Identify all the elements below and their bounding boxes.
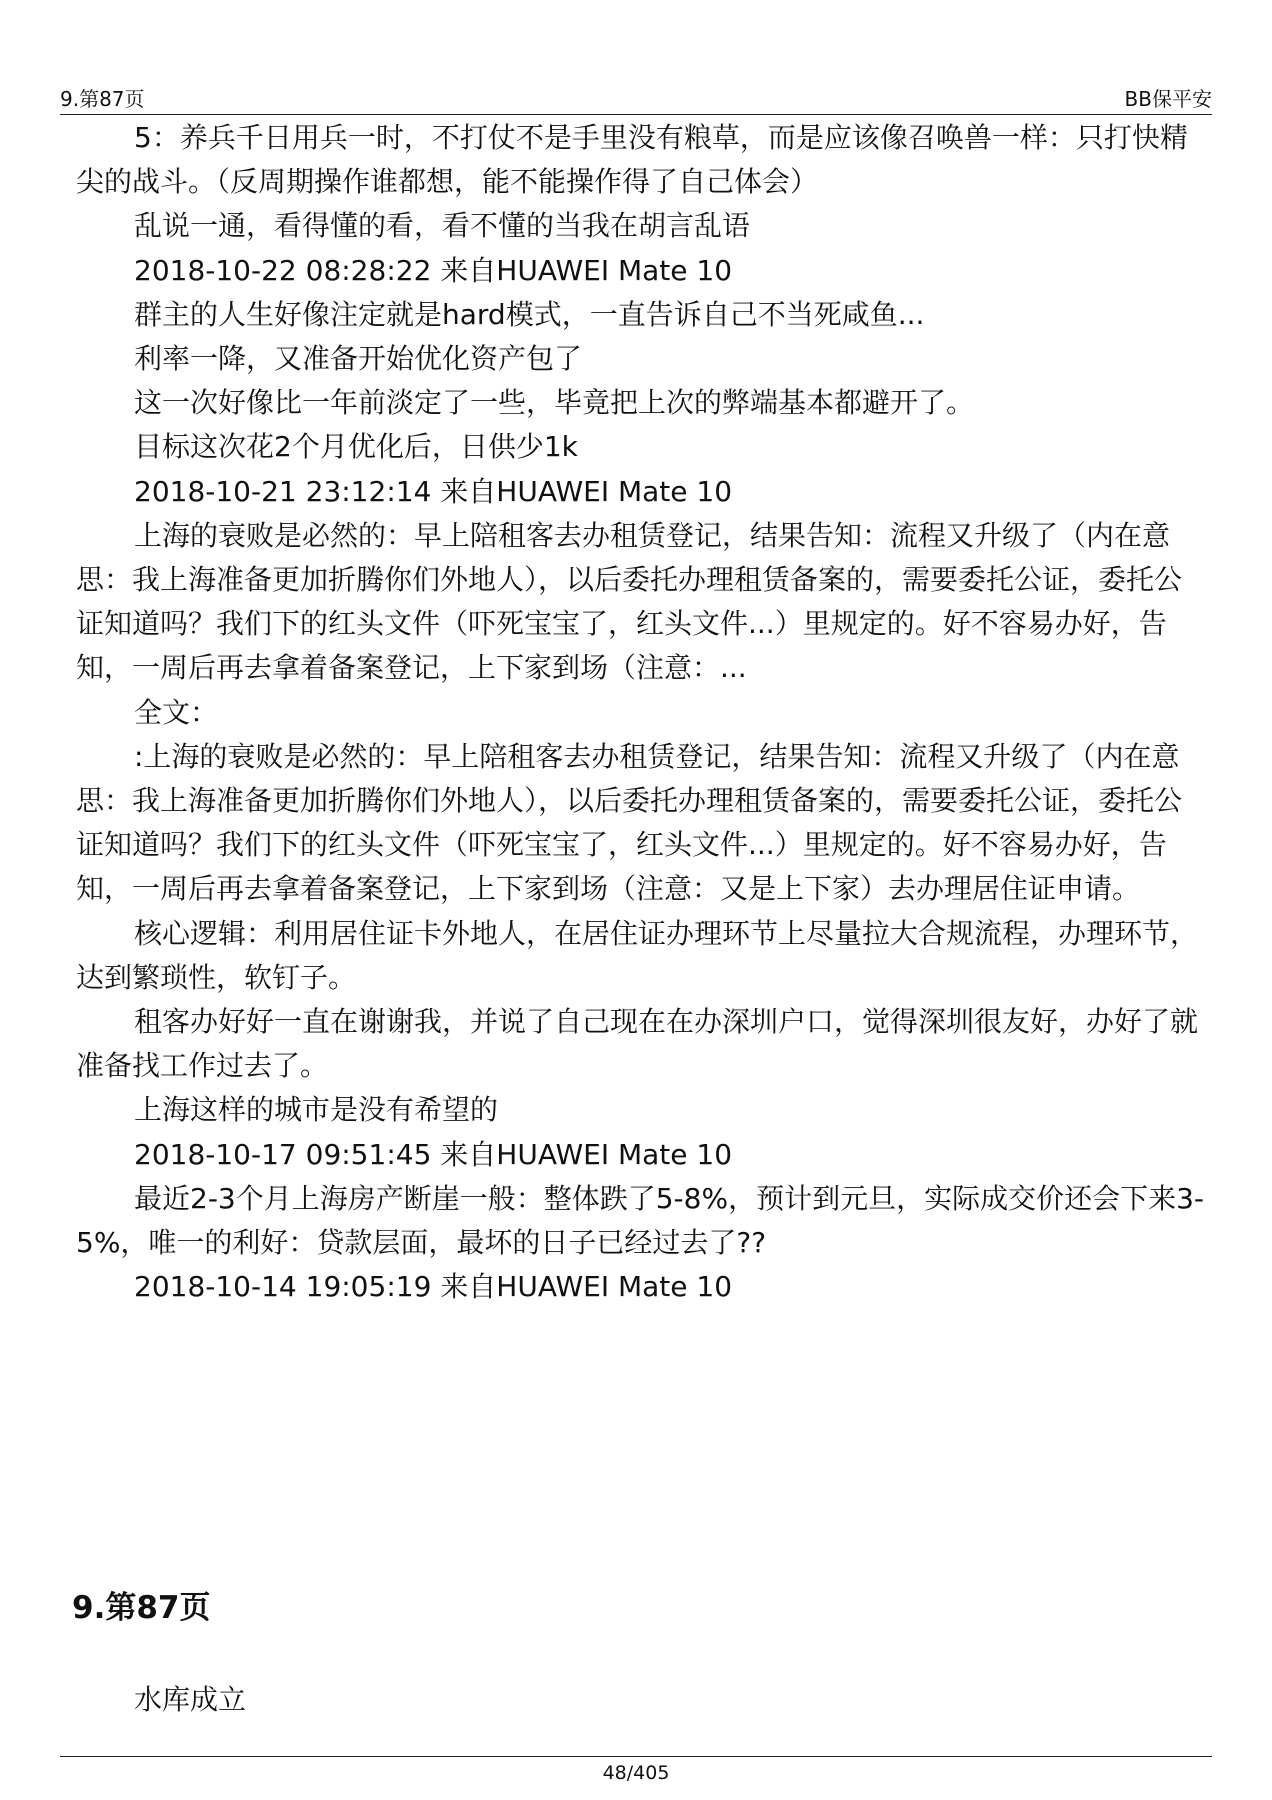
paragraph: 群主的人生好像注定就是hard模式，一直告诉自己不当死咸鱼...: [134, 297, 925, 331]
paragraph: 这一次好像比一年前淡定了一些，毕竟把上次的弊端基本都避开了。: [134, 386, 975, 420]
page-number: 48/405: [602, 1762, 670, 1784]
paragraph: 5：养兵千日用兵一时，不打仗不是手里没有粮草，而是应该像召唤兽一样：只打快精尖的战斗。（反周期操作谁都想，能不能操作得了自己体会）: [76, 121, 1188, 199]
paragraph: 最近2-3个月上海房产断崖一般：整体跌了5-8%，预计到元旦，实际成交价还会下来3-5%，唯一的利好：贷款层面，最坏的日子已经过去了??: [76, 1181, 1204, 1260]
footer-divider: [60, 1756, 1212, 1757]
paragraph: 全文：: [134, 695, 219, 729]
running-header: [60, 88, 1212, 115]
header-right-author: BB保平安: [1124, 87, 1212, 111]
paragraph: 上海的衰败是必然的：早上陪租客去办租赁登记，结果告知：流程又升级了（内在意思：我上海准备更加折腾你们外地人），以后委托办理租赁备案的，需要委托公证，委托公证知道吗？我们下的红头文件（吓死宝宝了，红头文件...）里规定的。好不容易办好，告知，一周后再去拿着备案登记，上下家到场（注意：...: [76, 518, 1183, 685]
section-title: 9.第87页: [72, 1590, 211, 1626]
paragraph: 核心逻辑：利用居住证卡外地人，在居住证办理环节上尽量拉大合规流程，办理环节，达到繁琐性，软钉子。: [76, 916, 1199, 994]
timestamp: 2018-10-21 23:12:14 来自HUAWEI Mate 10: [134, 474, 733, 508]
paragraph: 乱说一通，看得懂的看，看不懂的当我在胡言乱语: [134, 209, 751, 243]
paragraph: 租客办好好一直在谢谢我，并说了自己现在在办深圳户口，觉得深圳很友好，办好了就准备找工作过去了。: [76, 1005, 1199, 1083]
paragraph: 利率一降，又准备开始优化资产包了: [134, 342, 583, 376]
paragraph: 目标这次花2个月优化后，日供少1k: [134, 430, 578, 464]
timestamp: 2018-10-14 19:05:19 来自HUAWEI Mate 10: [134, 1270, 733, 1304]
timestamp: 2018-10-17 09:51:45 来自HUAWEI Mate 10: [134, 1137, 733, 1171]
header-left-title: 9.第87页: [60, 87, 145, 111]
timestamp: 2018-10-22 08:28:22 来自HUAWEI Mate 10: [134, 253, 733, 287]
paragraph: :上海的衰败是必然的：早上陪租客去办租赁登记，结果告知：流程又升级了（内在意思：我上海准备更加折腾你们外地人），以后委托办理租赁备案的，需要委托公证，委托公证知道吗？我们下的红头文件（吓死宝宝了，红头文件...）里规定的。好不容易办好，告知，一周后再去拿着备案登记，上下家到场（注意：又是上下家）去办理居住证申请。: [76, 739, 1183, 906]
section-body: 水库成立: [134, 1683, 247, 1716]
paragraph: 上海这样的城市是没有希望的: [134, 1093, 499, 1127]
body-text: [76, 116, 1206, 1309]
